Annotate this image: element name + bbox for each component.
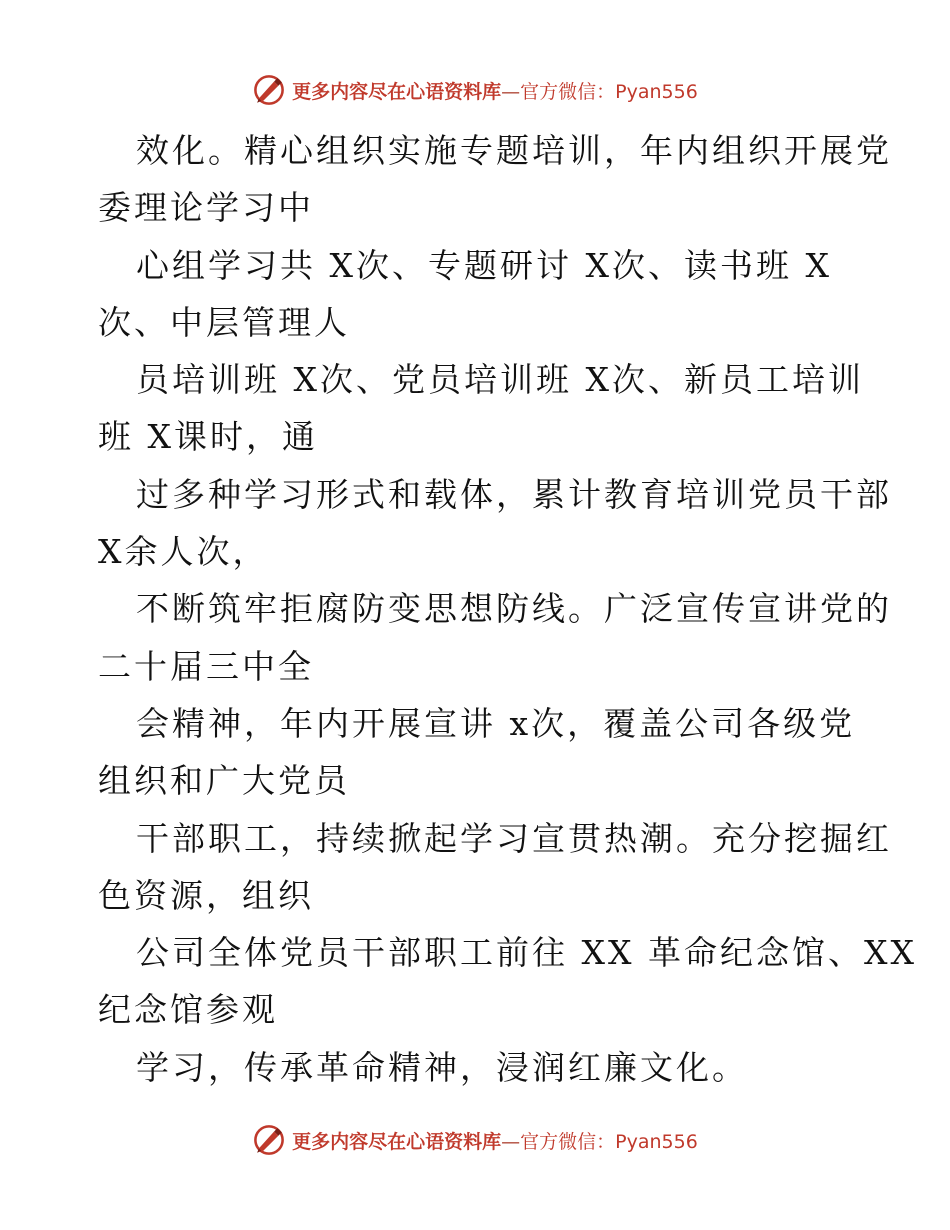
text-line: 过多种学习形式和载体，累计教育培训党员干部 bbox=[136, 474, 892, 514]
document-body bbox=[98, 122, 917, 1096]
header-watermark bbox=[0, 70, 950, 110]
pen-logo-icon bbox=[252, 1123, 286, 1157]
text-line: 不断筑牢拒腐防变思想防线。广泛宣传宣讲党的 bbox=[136, 589, 892, 629]
text-line: 二十届三中全 bbox=[98, 646, 314, 686]
text-line: 学习，传承革命精神，浸润红廉文化。 bbox=[136, 1047, 748, 1087]
watermark-contact: 官方微信：Pyan556 bbox=[520, 1130, 698, 1153]
footer-watermark bbox=[0, 1120, 950, 1160]
text-line: 委理论学习中 bbox=[98, 188, 314, 228]
watermark-brand: 更多内容尽在心语资料库 bbox=[292, 1130, 502, 1153]
watermark-brand: 更多内容尽在心语资料库 bbox=[292, 80, 502, 103]
text-line: 会精神，年内开展宣讲 x次，覆盖公司各级党 bbox=[136, 703, 856, 743]
text-line: 干部职工，持续掀起学习宣贯热潮。充分挖掘红 bbox=[136, 818, 892, 858]
text-line: 心组学习共 X次、专题研讨 X次、读书班 X bbox=[136, 245, 832, 285]
text-line: 次、中层管理人 bbox=[98, 302, 350, 342]
text-line: 效化。精心组织实施专题培训，年内组织开展党 bbox=[136, 131, 892, 170]
text-line: 公司全体党员干部职工前往 XX 革命纪念馆、XX bbox=[136, 933, 917, 973]
pen-logo-icon bbox=[252, 73, 286, 107]
text-line: 组织和广大党员 bbox=[98, 761, 350, 801]
text-line: 班 X课时，通 bbox=[98, 417, 318, 457]
watermark-separator: — bbox=[501, 80, 521, 103]
text-line: 员培训班 X次、党员培训班 X次、新员工培训 bbox=[136, 360, 864, 400]
text-line: 纪念馆参观 bbox=[98, 990, 278, 1030]
text-line: 色资源，组织 bbox=[98, 875, 314, 915]
watermark-contact: 官方微信：Pyan556 bbox=[520, 80, 698, 103]
text-line: X余人次， bbox=[98, 532, 269, 572]
watermark-separator: — bbox=[501, 1130, 521, 1153]
